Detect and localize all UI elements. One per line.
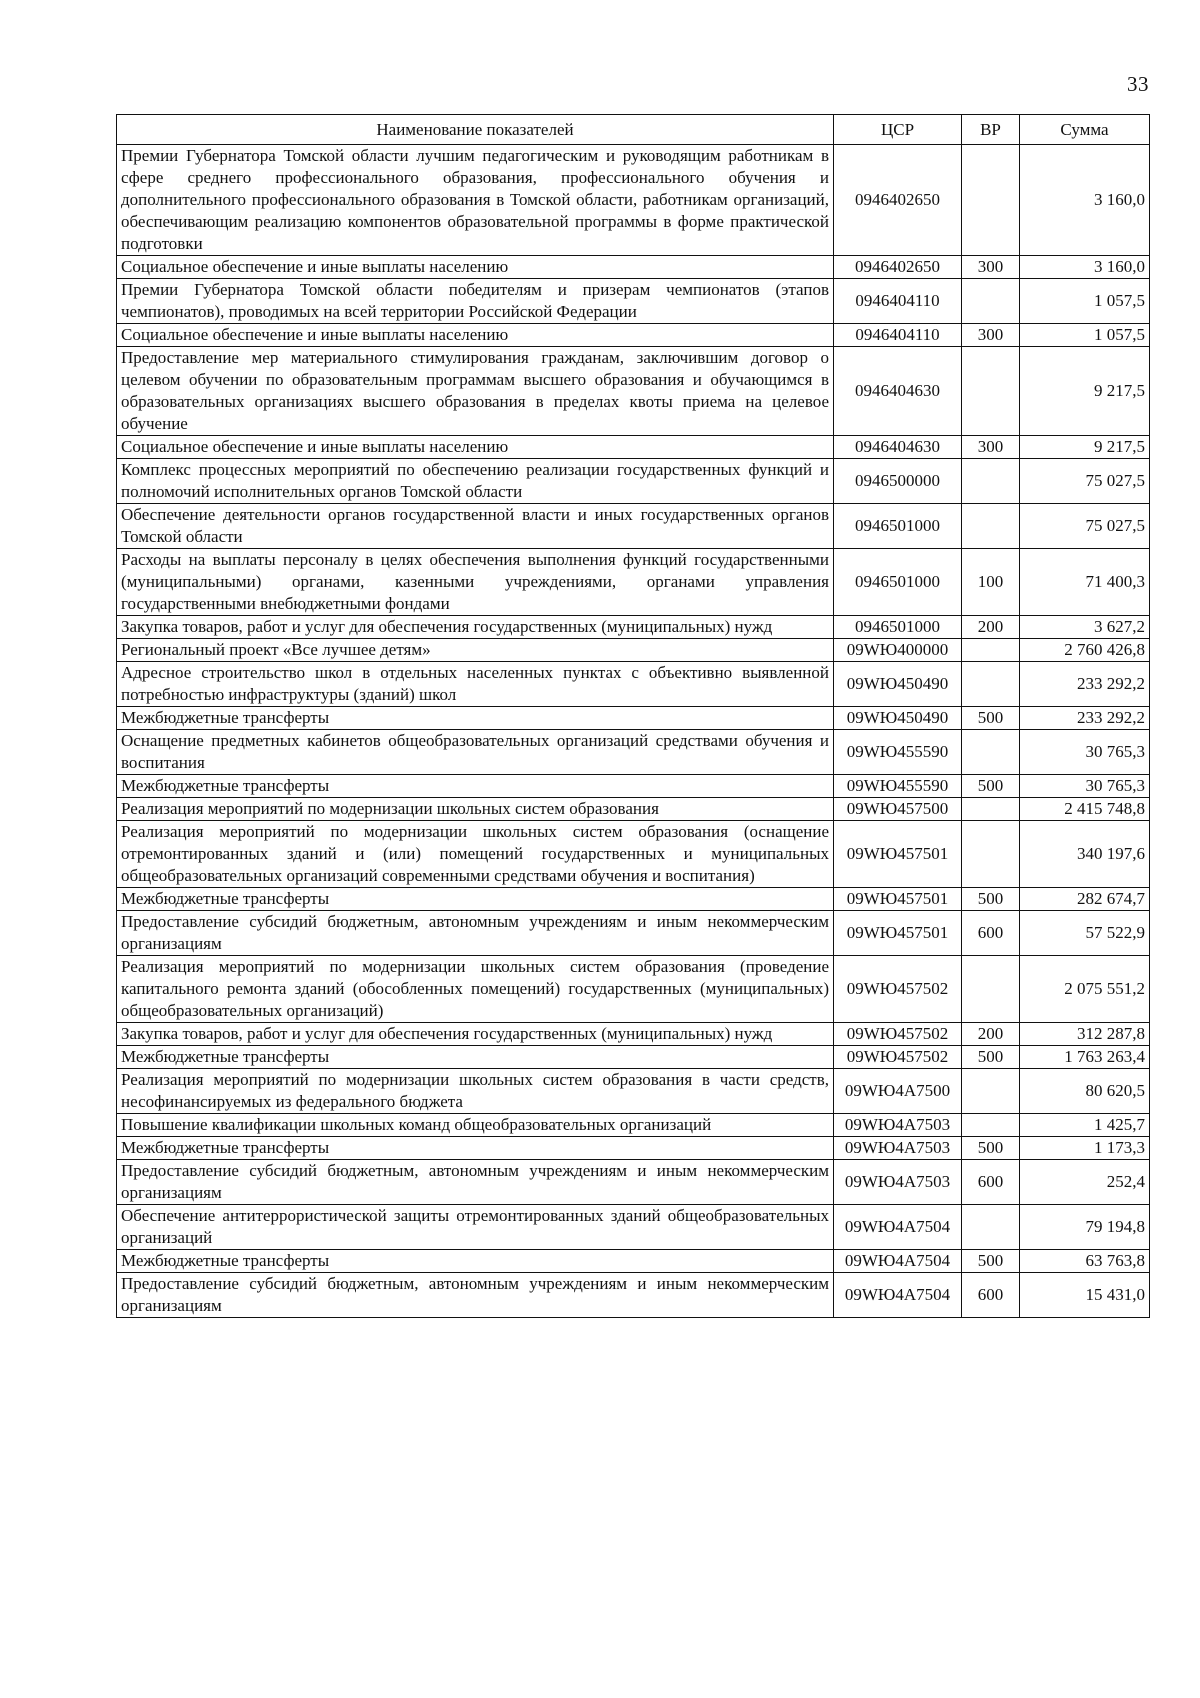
header-row bbox=[117, 115, 1150, 145]
cell-name: Предоставление субсидий бюджетным, автономным учреждениям и иным некоммерческим организациям bbox=[117, 1160, 834, 1205]
budget-table bbox=[116, 114, 1150, 1318]
cell-vr: 500 bbox=[962, 1137, 1020, 1160]
cell-vr: 200 bbox=[962, 1023, 1020, 1046]
table-row bbox=[117, 504, 1150, 549]
cell-sum: 80 620,5 bbox=[1020, 1069, 1150, 1114]
cell-name: Межбюджетные трансферты bbox=[117, 1046, 834, 1069]
cell-name: Региональный проект «Все лучшее детям» bbox=[117, 639, 834, 662]
cell-csr: 09WЮ450490 bbox=[834, 707, 962, 730]
cell-sum: 252,4 bbox=[1020, 1160, 1150, 1205]
cell-sum: 30 765,3 bbox=[1020, 775, 1150, 798]
cell-sum: 63 763,8 bbox=[1020, 1250, 1150, 1273]
cell-sum: 3 160,0 bbox=[1020, 145, 1150, 256]
cell-vr bbox=[962, 279, 1020, 324]
cell-vr bbox=[962, 459, 1020, 504]
cell-sum: 2 075 551,2 bbox=[1020, 956, 1150, 1023]
cell-csr: 0946404630 bbox=[834, 347, 962, 436]
cell-name: Реализация мероприятий по модернизации школьных систем образования (оснащение отремонтированных зданий и (или) помещений государственных и муниципальных общеобразовательных организаций современными средствами обучения и воспитания) bbox=[117, 821, 834, 888]
cell-sum: 30 765,3 bbox=[1020, 730, 1150, 775]
cell-csr: 09WЮ4А7504 bbox=[834, 1273, 962, 1318]
cell-sum: 1 425,7 bbox=[1020, 1114, 1150, 1137]
cell-csr: 09WЮ457501 bbox=[834, 821, 962, 888]
cell-name: Комплекс процессных мероприятий по обеспечению реализации государственных функций и полномочий исполнительных органов Томской области bbox=[117, 459, 834, 504]
cell-sum: 3 160,0 bbox=[1020, 256, 1150, 279]
cell-vr bbox=[962, 1114, 1020, 1137]
cell-sum: 75 027,5 bbox=[1020, 504, 1150, 549]
table-row bbox=[117, 1069, 1150, 1114]
cell-name: Предоставление субсидий бюджетным, автономным учреждениям и иным некоммерческим организациям bbox=[117, 911, 834, 956]
table-row bbox=[117, 145, 1150, 256]
cell-name: Реализация мероприятий по модернизации школьных систем образования в части средств, несофинансируемых из федерального бюджета bbox=[117, 1069, 834, 1114]
table-row bbox=[117, 347, 1150, 436]
cell-vr: 500 bbox=[962, 1250, 1020, 1273]
cell-csr: 0946402650 bbox=[834, 256, 962, 279]
cell-name: Предоставление субсидий бюджетным, автономным учреждениям и иным некоммерческим организациям bbox=[117, 1273, 834, 1318]
cell-vr: 600 bbox=[962, 1273, 1020, 1318]
cell-csr: 0946501000 bbox=[834, 616, 962, 639]
page-number: 33 bbox=[1127, 72, 1149, 96]
cell-name: Премии Губернатора Томской области лучшим педагогическим и руководящим работникам в сфере среднего профессионального образования, профессионального обучения и дополнительного профессионального образования в Томской области, работникам организаций, обеспечивающим реализацию компонентов образовательной программы в форме практической подготовки bbox=[117, 145, 834, 256]
cell-vr: 600 bbox=[962, 911, 1020, 956]
table-row bbox=[117, 775, 1150, 798]
cell-vr bbox=[962, 639, 1020, 662]
table-row bbox=[117, 1250, 1150, 1273]
table-body bbox=[117, 145, 1150, 1318]
table-row bbox=[117, 888, 1150, 911]
cell-vr bbox=[962, 730, 1020, 775]
cell-name: Межбюджетные трансферты bbox=[117, 707, 834, 730]
cell-name: Реализация мероприятий по модернизации школьных систем образования (проведение капитального ремонта зданий (обособленных помещений) государственных (муниципальных) общеобразовательных организаций) bbox=[117, 956, 834, 1023]
cell-csr: 09WЮ455590 bbox=[834, 730, 962, 775]
cell-sum: 79 194,8 bbox=[1020, 1205, 1150, 1250]
cell-name: Повышение квалификации школьных команд общеобразовательных организаций bbox=[117, 1114, 834, 1137]
cell-csr: 09WЮ400000 bbox=[834, 639, 962, 662]
cell-name: Социальное обеспечение и иные выплаты населению bbox=[117, 436, 834, 459]
header-csr: ЦСР bbox=[834, 115, 962, 145]
cell-csr: 09WЮ457502 bbox=[834, 1046, 962, 1069]
table-row bbox=[117, 639, 1150, 662]
table-row bbox=[117, 324, 1150, 347]
cell-sum: 282 674,7 bbox=[1020, 888, 1150, 911]
cell-name: Закупка товаров, работ и услуг для обеспечения государственных (муниципальных) нужд bbox=[117, 1023, 834, 1046]
cell-vr: 500 bbox=[962, 707, 1020, 730]
table-row bbox=[117, 1273, 1150, 1318]
table-row bbox=[117, 956, 1150, 1023]
cell-csr: 09WЮ4А7503 bbox=[834, 1137, 962, 1160]
table-row bbox=[117, 549, 1150, 616]
header-sum: Сумма bbox=[1020, 115, 1150, 145]
cell-sum: 15 431,0 bbox=[1020, 1273, 1150, 1318]
header-name: Наименование показателей bbox=[117, 115, 834, 145]
cell-csr: 09WЮ4А7504 bbox=[834, 1205, 962, 1250]
table-row bbox=[117, 662, 1150, 707]
cell-name: Оснащение предметных кабинетов общеобразовательных организаций средствами обучения и воспитания bbox=[117, 730, 834, 775]
table-row bbox=[117, 1205, 1150, 1250]
cell-sum: 3 627,2 bbox=[1020, 616, 1150, 639]
cell-name: Предоставление мер материального стимулирования гражданам, заключившим договор о целевом обучении по образовательным программам высшего образования и обучающимся в образовательных организациях высшего образования в пределах квоты приема на целевое обучение bbox=[117, 347, 834, 436]
cell-sum: 75 027,5 bbox=[1020, 459, 1150, 504]
table-row bbox=[117, 707, 1150, 730]
cell-sum: 312 287,8 bbox=[1020, 1023, 1150, 1046]
cell-csr: 0946404630 bbox=[834, 436, 962, 459]
cell-name: Обеспечение антитеррористической защиты отремонтированных зданий общеобразовательных организаций bbox=[117, 1205, 834, 1250]
cell-csr: 09WЮ457500 bbox=[834, 798, 962, 821]
table-row bbox=[117, 798, 1150, 821]
cell-csr: 0946404110 bbox=[834, 324, 962, 347]
cell-csr: 0946404110 bbox=[834, 279, 962, 324]
cell-csr: 09WЮ4А7503 bbox=[834, 1114, 962, 1137]
cell-csr: 09WЮ4А7500 bbox=[834, 1069, 962, 1114]
cell-sum: 233 292,2 bbox=[1020, 707, 1150, 730]
cell-sum: 1 057,5 bbox=[1020, 279, 1150, 324]
cell-vr: 300 bbox=[962, 256, 1020, 279]
cell-name: Премии Губернатора Томской области победителям и призерам чемпионатов (этапов чемпионатов), проводимых на всей территории Российской Федерации bbox=[117, 279, 834, 324]
table-row bbox=[117, 821, 1150, 888]
cell-csr: 09WЮ4А7503 bbox=[834, 1160, 962, 1205]
cell-sum: 2 415 748,8 bbox=[1020, 798, 1150, 821]
cell-vr: 300 bbox=[962, 436, 1020, 459]
table-row bbox=[117, 256, 1150, 279]
cell-vr bbox=[962, 662, 1020, 707]
cell-sum: 1 763 263,4 bbox=[1020, 1046, 1150, 1069]
cell-name: Реализация мероприятий по модернизации школьных систем образования bbox=[117, 798, 834, 821]
table-row bbox=[117, 279, 1150, 324]
cell-vr: 500 bbox=[962, 775, 1020, 798]
cell-csr: 09WЮ457501 bbox=[834, 888, 962, 911]
cell-csr: 09WЮ4А7504 bbox=[834, 1250, 962, 1273]
cell-vr bbox=[962, 821, 1020, 888]
cell-vr bbox=[962, 798, 1020, 821]
cell-name: Адресное строительство школ в отдельных населенных пунктах с объективно выявленной потребностью инфраструктуры (зданий) школ bbox=[117, 662, 834, 707]
table-row bbox=[117, 911, 1150, 956]
cell-sum: 57 522,9 bbox=[1020, 911, 1150, 956]
cell-vr: 200 bbox=[962, 616, 1020, 639]
cell-csr: 0946501000 bbox=[834, 504, 962, 549]
cell-vr: 600 bbox=[962, 1160, 1020, 1205]
table-row bbox=[117, 616, 1150, 639]
cell-name: Межбюджетные трансферты bbox=[117, 1137, 834, 1160]
cell-vr bbox=[962, 504, 1020, 549]
cell-vr bbox=[962, 347, 1020, 436]
cell-csr: 0946402650 bbox=[834, 145, 962, 256]
cell-vr bbox=[962, 1069, 1020, 1114]
cell-csr: 09WЮ457501 bbox=[834, 911, 962, 956]
cell-vr bbox=[962, 145, 1020, 256]
cell-name: Обеспечение деятельности органов государственной власти и иных государственных органов Томской области bbox=[117, 504, 834, 549]
table-row bbox=[117, 1137, 1150, 1160]
cell-vr bbox=[962, 1205, 1020, 1250]
cell-vr: 500 bbox=[962, 888, 1020, 911]
cell-vr: 500 bbox=[962, 1046, 1020, 1069]
cell-sum: 9 217,5 bbox=[1020, 347, 1150, 436]
table-row bbox=[117, 1160, 1150, 1205]
header-vr: ВР bbox=[962, 115, 1020, 145]
cell-name: Социальное обеспечение и иные выплаты населению bbox=[117, 256, 834, 279]
table-row bbox=[117, 436, 1150, 459]
cell-sum: 2 760 426,8 bbox=[1020, 639, 1150, 662]
cell-sum: 1 173,3 bbox=[1020, 1137, 1150, 1160]
cell-sum: 233 292,2 bbox=[1020, 662, 1150, 707]
cell-sum: 340 197,6 bbox=[1020, 821, 1150, 888]
table-header bbox=[117, 115, 1150, 145]
cell-name: Межбюджетные трансферты bbox=[117, 1250, 834, 1273]
cell-csr: 09WЮ450490 bbox=[834, 662, 962, 707]
cell-csr: 0946501000 bbox=[834, 549, 962, 616]
cell-name: Межбюджетные трансферты bbox=[117, 775, 834, 798]
table-row bbox=[117, 730, 1150, 775]
cell-sum: 1 057,5 bbox=[1020, 324, 1150, 347]
cell-name: Межбюджетные трансферты bbox=[117, 888, 834, 911]
cell-csr: 0946500000 bbox=[834, 459, 962, 504]
cell-sum: 9 217,5 bbox=[1020, 436, 1150, 459]
cell-vr bbox=[962, 956, 1020, 1023]
cell-csr: 09WЮ455590 bbox=[834, 775, 962, 798]
cell-vr: 100 bbox=[962, 549, 1020, 616]
cell-name: Расходы на выплаты персоналу в целях обеспечения выполнения функций государственными (муниципальными) органами, казенными учреждениями, органами управления государственными внебюджетными фондами bbox=[117, 549, 834, 616]
table-row bbox=[117, 1023, 1150, 1046]
table-row bbox=[117, 1046, 1150, 1069]
cell-name: Социальное обеспечение и иные выплаты населению bbox=[117, 324, 834, 347]
table-row bbox=[117, 459, 1150, 504]
cell-vr: 300 bbox=[962, 324, 1020, 347]
table-row bbox=[117, 1114, 1150, 1137]
cell-csr: 09WЮ457502 bbox=[834, 956, 962, 1023]
cell-sum: 71 400,3 bbox=[1020, 549, 1150, 616]
cell-csr: 09WЮ457502 bbox=[834, 1023, 962, 1046]
cell-name: Закупка товаров, работ и услуг для обеспечения государственных (муниципальных) нужд bbox=[117, 616, 834, 639]
